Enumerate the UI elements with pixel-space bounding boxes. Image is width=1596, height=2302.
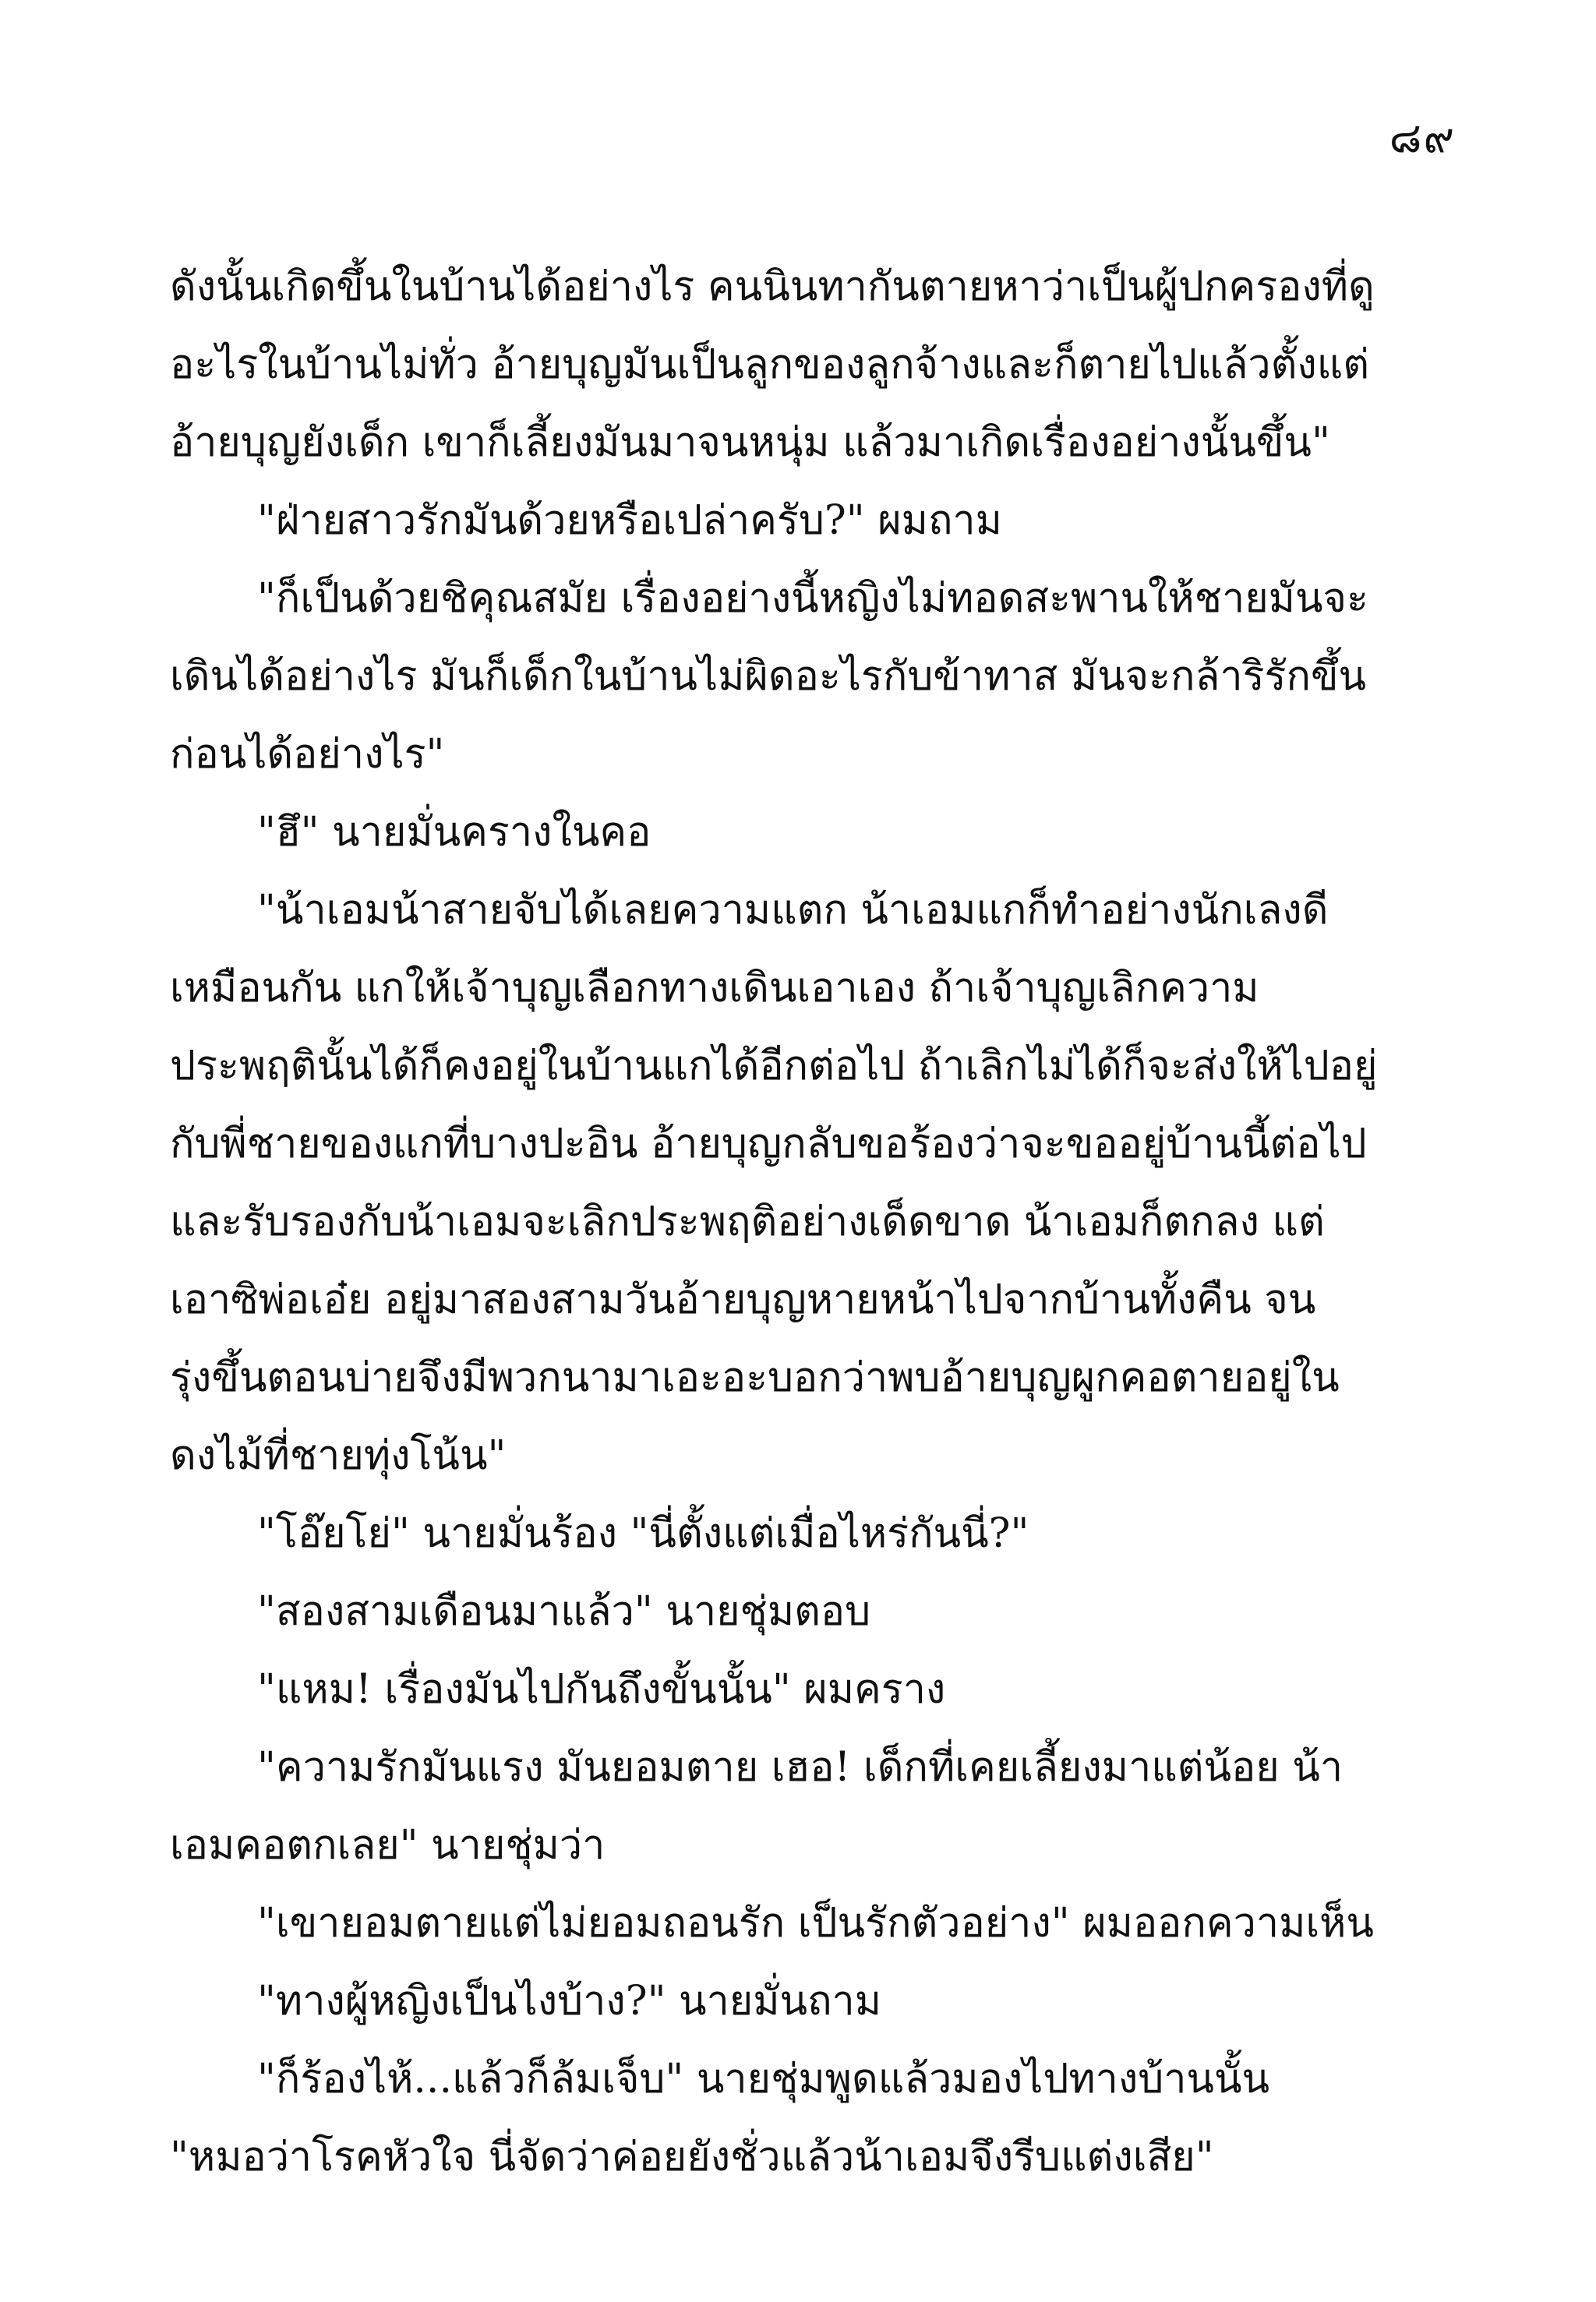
text-line: ประพฤตินั้นได้ก็คงอยู่ในบ้านแกได้อีกต่อไป ถ้าเลิกไม่ได้ก็จะส่งให้ไปอยู่	[170, 1043, 1378, 1089]
text-line: เดินได้อย่างไร มันก็เด็กในบ้านไม่ผิดอะไรกับข้าทาส มันจะกล้าริรักขึ้น	[170, 653, 1367, 700]
text-line: "ฮึ" นายมั่นครางในคอ	[257, 809, 651, 856]
text-line: และรับรองกับน้าเอมจะเลิกประพฤติอย่างเด็ดขาด น้าเอมก็ตกลง แต่	[170, 1199, 1325, 1245]
text-line: "หมอว่าโรคหัวใจ นี่จัดว่าค่อยยังชั่วแล้วน้าเอมจึงรีบแต่งเสีย"	[170, 2134, 1214, 2180]
text-line: "น้าเอมน้าสายจับได้เลยความแตก น้าเอมแกก็ทำอย่างนักเลงดี	[257, 887, 1329, 934]
text-line: กับพี่ชายของแกที่บางปะอิน อ้ายบุญกลับขอร้องว่าจะขออยู่บ้านนี้ต่อไป	[170, 1121, 1367, 1167]
text-line: "สองสามเดือนมาแล้ว" นายชุ่มตอบ	[257, 1588, 871, 1635]
body-text	[170, 248, 1426, 2196]
text-line: "ฝ่ายสาวรักมันด้วยหรือเปล่าครับ?" ผมถาม	[257, 497, 1002, 544]
text-line: "โอ๊ยโย่" นายมั่นร้อง "นี่ตั้งแต่เมื่อไหร่กันนี่?"	[257, 1510, 1029, 1557]
text-line: ดงไม้ที่ชายทุ่งโน้น"	[170, 1432, 507, 1479]
text-line: "ทางผู้หญิงเป็นไงบ้าง?" นายมั่นถาม	[257, 1978, 882, 2025]
text-line: รุ่งขึ้นตอนบ่ายจึงมีพวกนามาเอะอะบอกว่าพบอ้ายบุญผูกคอตายอยู่ใน	[170, 1354, 1340, 1401]
text-line: ดังนั้นเกิดขึ้นในบ้านได้อย่างไร คนนินทากันตายหาว่าเป็นผู้ปกครองที่ดู	[170, 263, 1375, 310]
text-line: อ้ายบุญยังเด็ก เขาก็เลี้ยงมันมาจนหนุ่ม แล้วมาเกิดเรื่องอย่างนั้นขึ้น"	[170, 419, 1330, 466]
text-line: เอมคอตกเลย" นายชุ่มว่า	[170, 1822, 606, 1869]
text-line: "แหม! เรื่องมันไปกันถึงขั้นนั้น" ผมคราง	[257, 1666, 946, 1713]
text-line: "ก็ร้องไห้...แล้วก็ล้มเจ็บ" นายชุ่มพูดแล้วมองไปทางบ้านนั้น	[257, 2056, 1270, 2103]
text-line: "ความรักมันแรง มันยอมตาย เฮอ! เด็กที่เคยเลี้ยงมาแต่น้อย น้า	[257, 1744, 1344, 1791]
text-line: อะไรในบ้านไม่ทั่ว อ้ายบุญมันเป็นลูกของลูกจ้างและก็ตายไปแล้วตั้งแต่	[170, 341, 1370, 388]
text-line: เอาซิพ่อเอ๋ย อยู่มาสองสามวันอ้ายบุญหายหน้าไปจากบ้านทั้งคืน จน	[170, 1276, 1316, 1323]
text-line: "เขายอมตายแต่ไม่ยอมถอนรัก เป็นรักตัวอย่าง" ผมออกความเห็น	[257, 1900, 1374, 1947]
page-number: ๘๙	[1389, 113, 1456, 162]
text-line: "ก็เป็นด้วยชิคุณสมัย เรื่องอย่างนี้หญิงไม่ทอดสะพานให้ชายมันจะ	[257, 575, 1368, 622]
text-line: เหมือนกัน แกให้เจ้าบุญเลือกทางเดินเอาเอง ถ้าเจ้าบุญเลิกความ	[170, 965, 1259, 1012]
text-line: ก่อนได้อย่างไร"	[170, 731, 445, 778]
